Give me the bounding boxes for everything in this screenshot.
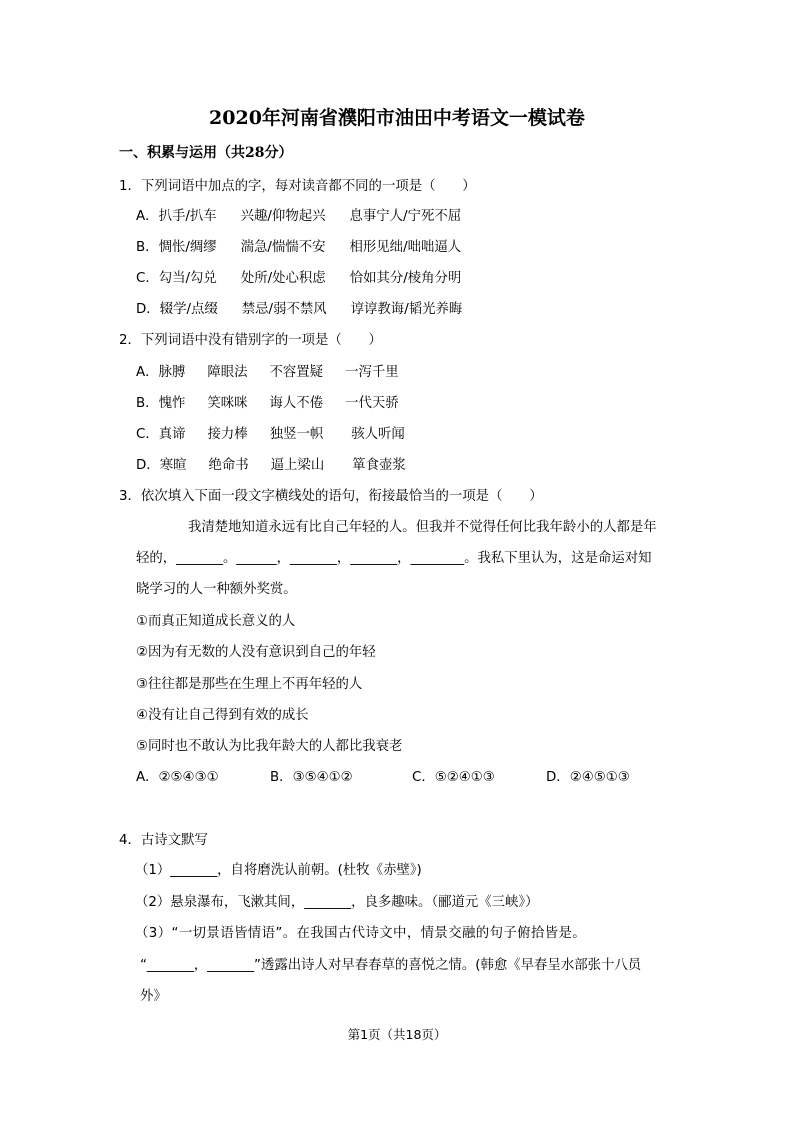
option-part: 诲人不倦 <box>269 396 324 411</box>
q3-item: ①而真正知道成长意义的人 <box>136 614 296 629</box>
q3-item: ④没有让自己得到有效的成长 <box>136 708 309 723</box>
option-label: D． <box>136 458 160 473</box>
page-title: 2020年河南省濮阳市油田中考语文一模试卷 <box>209 107 585 129</box>
q2-option-a[interactable] <box>136 364 399 382</box>
q4-item-3-cont: 外》 <box>140 989 167 1004</box>
option-part: 寒暄 <box>159 458 187 473</box>
option-label: A． <box>136 365 159 380</box>
option-part: 息事宁人/宁死不屈 <box>349 209 462 224</box>
option-part: 扒手/扒车 <box>158 209 217 224</box>
q3-passage-line: 我清楚地知道永远有比自己年轻的人。但我并不觉得任何比我年龄小的人都是年 <box>188 520 657 535</box>
option-label: A． <box>136 209 159 224</box>
q2-stem: 2．下列词语中没有错别字的一项是（ ） <box>119 333 382 348</box>
q3-item: ②因为有无数的人没有意识到自己的年轻 <box>136 645 376 660</box>
option-part: 湍急/惴惴不安 <box>240 240 326 255</box>
option-label: D． <box>136 302 160 317</box>
q3-option-d[interactable]: D．②④⑤①③ <box>546 770 630 785</box>
q1-option-a[interactable] <box>136 208 461 226</box>
option-part: 真谛 <box>158 427 186 442</box>
q3-item: ③往往都是那些在生理上不再年轻的人 <box>136 677 363 692</box>
q2-option-d[interactable] <box>136 457 406 475</box>
option-part: 独竖一帜 <box>269 427 324 442</box>
q3-answer-row <box>136 769 630 787</box>
option-part: 愧怍 <box>158 396 186 411</box>
option-part: 绝命书 <box>208 458 249 473</box>
option-part: 恰如其分/棱角分明 <box>349 271 462 286</box>
option-part: 骇人听闻 <box>351 427 405 442</box>
option-label: C． <box>136 427 159 442</box>
option-part: 禁忌/弱不禁风 <box>241 302 327 317</box>
option-part: 兴趣/仰物起兴 <box>240 209 326 224</box>
q3-stem: 3．依次填入下面一段文字横线处的语句，衔接最恰当的一项是（ ） <box>119 489 543 504</box>
option-part: 逼上梁山 <box>270 458 325 473</box>
option-part: 相形见绌/咄咄逼人 <box>349 240 462 255</box>
page-footer: 第1页（共18页） <box>347 1027 447 1042</box>
option-label: B． <box>136 240 159 255</box>
option-part: 脉膊 <box>158 365 186 380</box>
option-part: 笑咪咪 <box>207 396 248 411</box>
q3-option-a[interactable]: A．②⑤④③① <box>136 770 219 785</box>
option-part: 处所/处心积虑 <box>240 271 326 286</box>
section-header: 一、积累与运用（共28分） <box>119 145 293 161</box>
q3-passage-line: 晓学习的人一种额外奖赏。 <box>136 582 297 597</box>
q4-stem: 4．古诗文默写 <box>119 833 208 848</box>
q3-passage-line: 轻的，_______。______，_______，_______，________。我私下里认为，这是命运对知 <box>136 551 652 566</box>
q3-item: ⑤同时也不敢认为比我年龄大的人都比我衰老 <box>136 739 403 754</box>
option-part: 一代天骄 <box>345 396 399 411</box>
q4-item-3: （3）“一切景语皆情语”。在我国古代诗文中，情景交融的句子俯拾皆是。 <box>135 926 587 941</box>
option-part: 箪食壶浆 <box>352 458 406 473</box>
q1-option-b[interactable] <box>136 239 461 257</box>
option-part: 勾当/勾兑 <box>158 271 217 286</box>
q2-option-c[interactable] <box>136 426 405 444</box>
option-part: 不容置疑 <box>269 365 324 380</box>
q4-item-2: （2）悬泉瀑布，飞漱其间，_______，良多趣味。（郦道元《三峡》） <box>135 895 539 910</box>
option-label: B． <box>136 396 159 411</box>
q4-item-3-cont: “_______，_______”透露出诗人对早春春草的喜悦之情。(韩愈《早春呈水部张十八员 <box>140 958 642 973</box>
q2-option-b[interactable] <box>136 395 399 413</box>
q1-option-d[interactable] <box>136 301 462 319</box>
q1-option-c[interactable] <box>136 270 461 288</box>
option-part: 辍学/点缀 <box>159 302 218 317</box>
option-label: C． <box>136 271 159 286</box>
q4-item-1: （1）_______，自将磨洗认前朝。(杜牧《赤壁》) <box>135 863 422 878</box>
q3-option-c[interactable]: C．⑤②④①③ <box>412 770 495 785</box>
option-part: 谆谆教诲/韬光养晦 <box>350 302 463 317</box>
q1-stem: 1．下列词语中加点的字，每对读音都不同的一项是（ ） <box>119 179 476 194</box>
option-part: 接力棒 <box>207 427 248 442</box>
option-part: 惆怅/绸缪 <box>158 240 217 255</box>
option-part: 障眼法 <box>207 365 248 380</box>
option-part: 一泻千里 <box>345 365 399 380</box>
q3-option-b[interactable]: B．③⑤④①② <box>270 770 353 785</box>
